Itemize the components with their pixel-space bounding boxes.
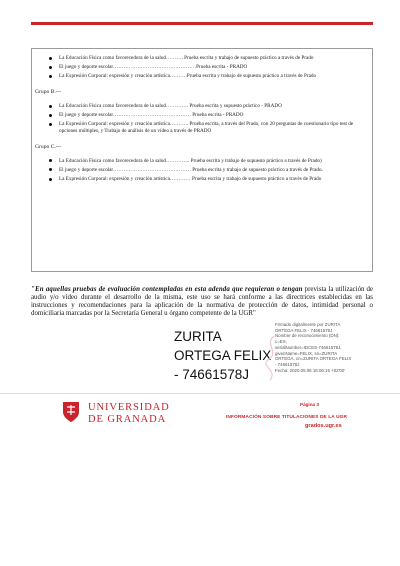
groups-container: [32, 55, 372, 185]
signature-detail-line: c=ES,: [275, 339, 287, 345]
footer-divider: [0, 393, 400, 394]
group-c-title: Grupo C.---: [35, 143, 62, 150]
bullet-icon: [49, 159, 52, 162]
bullet-icon: [49, 66, 52, 69]
item-text: El juego y deporte escolar……………………………………… Prueba escrita y trabajo de supuesto práctico a través de Prado.: [59, 166, 323, 173]
group-b-list: [32, 103, 372, 135]
list-item: [59, 112, 364, 119]
list-item: [59, 158, 364, 165]
group-b-title: Grupo B.---: [35, 88, 62, 95]
bullet-icon: [49, 105, 52, 108]
notice-emphasis: "En aquellas pruebas de evaluación contempladas en esta adenda que requieran o tengan: [31, 286, 303, 293]
list-item: [59, 121, 364, 134]
signature-details: [275, 322, 375, 373]
item-text: La Expresión Corporal: expresión y creación artística……….. Prueba escrita, a través del Prado, con 20 preguntas de cuestionario tipo test de opciones múltiples, y Trabajo de análisis de un vídeo a través de PRADO: [59, 121, 354, 134]
signature-detail-line: Fecha: 2020.05.06 16:06:15 +02'00': [275, 367, 346, 373]
university-crest-icon: [60, 400, 82, 423]
university-name-line: DE GRANADA: [88, 414, 167, 425]
signature-detail-line: Nombre de reconocimiento (DN):: [275, 333, 340, 339]
signature-detail-line: serialNumber=IDCES-74661578J,: [275, 344, 342, 350]
bullet-icon: [49, 123, 52, 126]
evaluation-box: [31, 48, 373, 272]
university-name-line: UNIVERSIDAD: [88, 402, 170, 413]
item-text: La Educación Física como favorecedora de la salud………. Prueba escrita y trabajo de supuesto práctico a través de Prado: [59, 55, 314, 61]
list-item: [59, 73, 364, 80]
list-item: [59, 167, 364, 174]
page-number: Página 3: [300, 402, 319, 407]
item-text: La Educación Física como favorecedora de la salud…………. Prueba escrita y supuesto práctico - PRADO: [59, 102, 282, 109]
data-protection-notice: [31, 286, 373, 318]
signature-detail-line: ORTEGA FELIX - 74661578J: [275, 327, 333, 333]
bullet-icon: [49, 57, 52, 60]
bullet-icon: [49, 114, 52, 117]
bullet-icon: [49, 178, 52, 181]
list-item: [59, 176, 364, 183]
signature-detail-line: ORTEGA, cn=ZURITA ORTEGA FELIX: [275, 356, 352, 362]
signer-name-line: - 74661578J: [174, 367, 250, 382]
item-text: El juego y deporte escolar……………………………………… Prueba escrita - PRADO: [59, 112, 244, 119]
list-item: [59, 64, 364, 71]
signature-detail-line: givenName=FELIX, sn=ZURITA: [275, 350, 338, 356]
item-text: La Expresión Corporal: expresión y creación artística………… Prueba escrita y trabajo de supuesto práctico a través de Prado: [59, 175, 322, 182]
university-name: [88, 402, 208, 426]
group-a-list: [32, 55, 372, 80]
signature-detail-line: Firmado digitalmente por ZURITA: [275, 322, 341, 327]
footer-title: INFORMACIÓN SOBRE TITULACIONES DE LA UGR: [226, 415, 348, 420]
signer-name-line: ZURITA: [174, 329, 222, 344]
top-accent-bar: [31, 22, 373, 25]
item-text: El juego y deporte escolar…………………………………………Prueba escrita - PRADO: [59, 64, 248, 71]
notice-text: prevista la utilización de audio y/o vídeo durante el desarrollo de la misma, este uso se hará conforme a las directrices establecidas en las instrucciones y recomendaciones para la aplicación de la normativa de protección de datos, intimidad personal o domiciliaria marcadas por la Secretaría General u órgano competente de la UGR": [31, 286, 373, 318]
item-text: La Expresión Corporal: expresión y creación artística……….Prueba escrita y trabajo de supuesto práctico a través de Prado: [59, 73, 317, 80]
footer-link[interactable]: grados.ugr.es: [305, 423, 342, 429]
item-text: La Educación Física como favorecedora de la salud………….. Prueba escrita y trabajo de supuesto práctico a través de Prado): [59, 157, 322, 164]
list-item: [59, 55, 364, 62]
group-c-list: [32, 158, 372, 183]
signature-detail-line: - 74661578J: [275, 361, 300, 367]
list-item: [59, 103, 364, 110]
bullet-icon: [49, 168, 52, 171]
bullet-icon: [49, 75, 52, 78]
signer-name-line: ORTEGA FELIX: [174, 348, 272, 363]
